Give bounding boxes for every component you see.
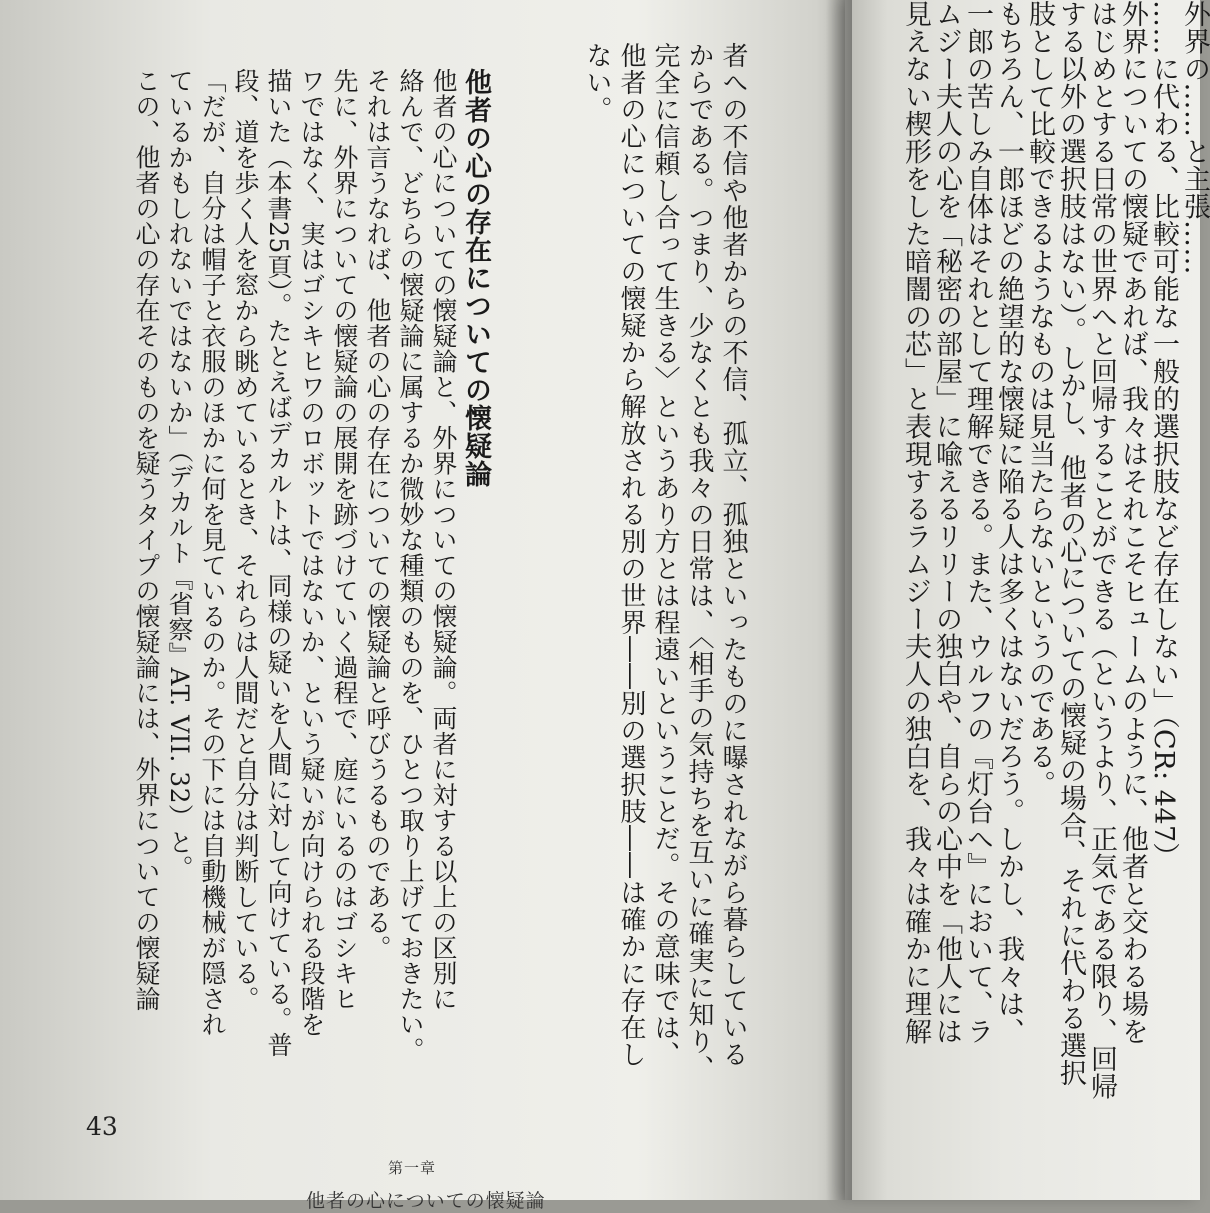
text-line: 「だが、自分は帽子と衣服のほかに何を見ているのか。その下には自動機械が隠され	[198, 68, 227, 1037]
text-line: 先に、外界についての懐疑論の展開を跡づけていく過程で、庭にいるのはゴシキヒ	[330, 68, 359, 1012]
text-line: からである。つまり、少なくとも我々の日常は、〈相手の気持ちを互いに確実に知り、	[684, 42, 714, 1082]
text-line: 他者の心についての懐疑から解放される別の世界――別の選択肢――は確かに存在し	[616, 42, 646, 1068]
right-page-text	[850, 0, 1210, 1150]
text-line: 肢として比較できるようなものは見当たらないというのである。	[1024, 0, 1055, 798]
section-heading: 他者の心の存在についての懐疑論	[460, 68, 491, 488]
text-line: ムジー夫人の心を「秘密の部屋」に喩えるリリーの独白や、自らの心中を「他人には	[931, 0, 962, 1045]
text-line: 外界についての懐疑であれば、我々はそれこそヒュームのように、他者と交わる場を	[1117, 0, 1148, 1045]
text-line: 外界の……と主張……	[1179, 0, 1210, 275]
text-line: はじめとする日常の世界へと回帰することができる（というより、正気である限り、回帰	[1086, 0, 1117, 1100]
text-line: 段、道を歩く人を窓から眺めているとき、それらは人間だと自分は判断している。	[231, 68, 260, 1012]
text-line: ない。	[582, 42, 612, 123]
text-line: 見えない楔形をした暗闇の芯」と表現するラムジー夫人の独白を、我々は確かに理解	[900, 0, 931, 1045]
text-line: ワではなく、実はゴシキヒワのロボットではないか、という疑いが向けられる段階を	[297, 68, 326, 1037]
text-line: 一郎の苦しみ自体はそれとして理解できる。また、ウルフの『灯台へ』において、ラ	[962, 0, 993, 1045]
text-line: 描いた（本書25頁）。たとえばデカルトは、同様の疑いを人間に対して向けている。普	[264, 68, 293, 1058]
text-line: 完全に信頼し合って生きる〉というあり方とは程遠いということだ。その意味では、	[650, 42, 680, 1068]
section-body	[130, 68, 460, 1063]
text-line: それは言うなれば、他者の心の存在についての懐疑論と呼びうるものである。	[363, 68, 392, 961]
continuation-paragraph	[580, 42, 750, 1082]
text-line: 他者の心についての懐疑論と、外界についての懐疑論。両者に対する以上の区別に	[429, 68, 458, 1012]
text-line: この、他者の心の存在そのものを疑うタイプの懐疑論には、外界についての懐疑論	[132, 68, 161, 1012]
text-line: もちろん、一郎ほどの絶望的な懐疑に陥る人は多くはないだろう。しかし、我々は、	[993, 0, 1024, 1045]
text-line: する以外の選択肢はない）。しかし、他者の心についての懐疑の場合、それに代わる選択	[1055, 0, 1086, 1087]
running-head-chapter: 第一章	[388, 1159, 437, 1177]
text-line: ……に代わる、比較可能な一般的選択肢など存在しない」（CR: 447）	[1148, 0, 1179, 871]
text-line: ているかもしれないではないか」（デカルト『省察』AT. VII. 32）と。	[165, 68, 194, 881]
text-line: 者への不信や他者からの不信、孤立、孤独といったものに曝されながら暮らしている	[718, 42, 748, 1068]
book-gutter	[826, 0, 852, 1200]
text-line: 絡んで、どちらの懐疑論に属するか微妙な種類のものを、ひとつ取り上げておきたい。	[396, 68, 425, 1063]
running-head-title: 他者の心についての懐疑論	[306, 1190, 546, 1212]
page-number: 43	[86, 1112, 118, 1141]
